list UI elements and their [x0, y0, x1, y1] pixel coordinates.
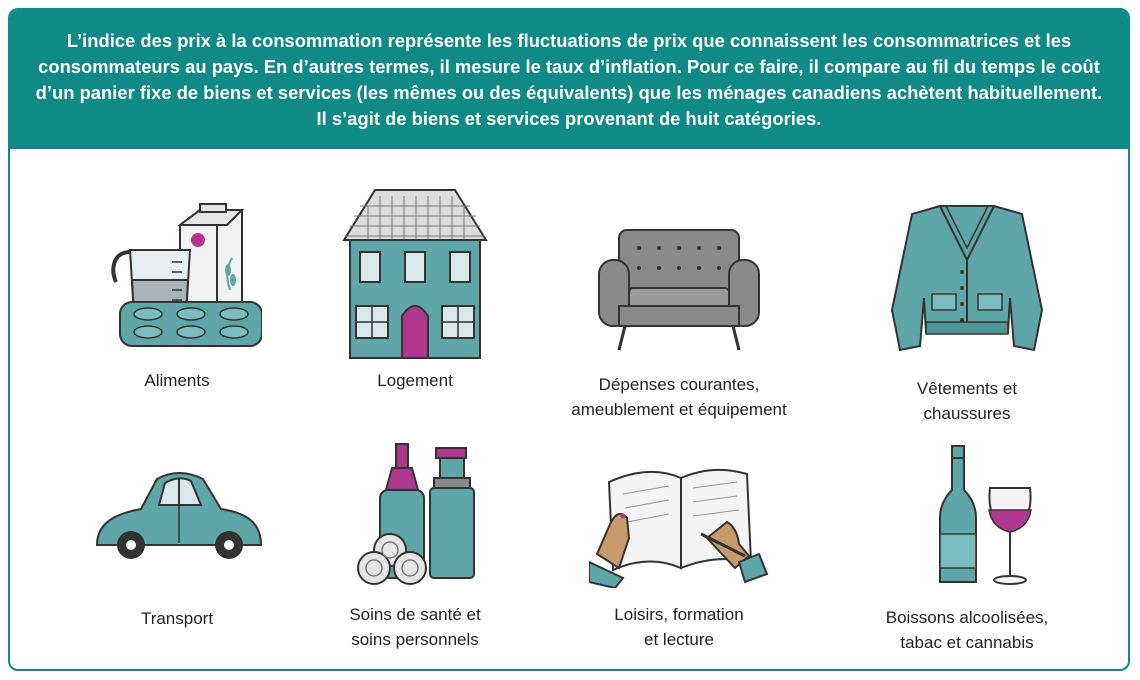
category-transport	[42, 465, 312, 631]
category-label: Transport	[140, 609, 214, 628]
category-soins	[280, 440, 550, 652]
category-label: Logement	[377, 371, 453, 390]
wine-icon	[882, 442, 1052, 590]
category-depenses	[544, 220, 814, 422]
intro-banner	[10, 10, 1128, 149]
category-label: Dépenses courantes, ameublement et équipement	[571, 375, 787, 419]
category-label: Vêtements et chaussures	[916, 379, 1018, 423]
category-boissons	[832, 442, 1102, 655]
house-icon	[330, 186, 500, 360]
book-icon	[589, 458, 769, 588]
category-label: Soins de santé et soins personnels	[349, 605, 481, 649]
intro-text: L’indice des prix à la consommation représente les fluctuations de prix que connaissent les consommatrices et les consommateurs au pays. En d’autres termes, il mesure le taux d’inflation. Pour ce faire, il compare au fil du temps le coût d’un panier fixe de biens et services (les mêmes ou des équivalents) que les ménages canadiens achètent habituellement. Il s’agit de biens et services provenant de huit catégories.	[35, 29, 1103, 129]
cardigan-icon	[882, 200, 1052, 360]
category-aliments	[42, 190, 312, 393]
category-vetements	[832, 200, 1102, 426]
groceries-icon	[92, 190, 262, 360]
category-label: Boissons alcoolisées, tabac et cannabis	[885, 608, 1049, 652]
toiletries-icon	[330, 440, 500, 590]
category-label: Loisirs, formation et lecture	[614, 605, 744, 649]
infographic-card	[8, 8, 1130, 671]
category-loisirs	[544, 458, 814, 652]
car-icon	[87, 465, 267, 565]
category-logement	[280, 186, 550, 393]
category-label: Aliments	[144, 371, 210, 390]
sofa-icon	[589, 220, 769, 355]
